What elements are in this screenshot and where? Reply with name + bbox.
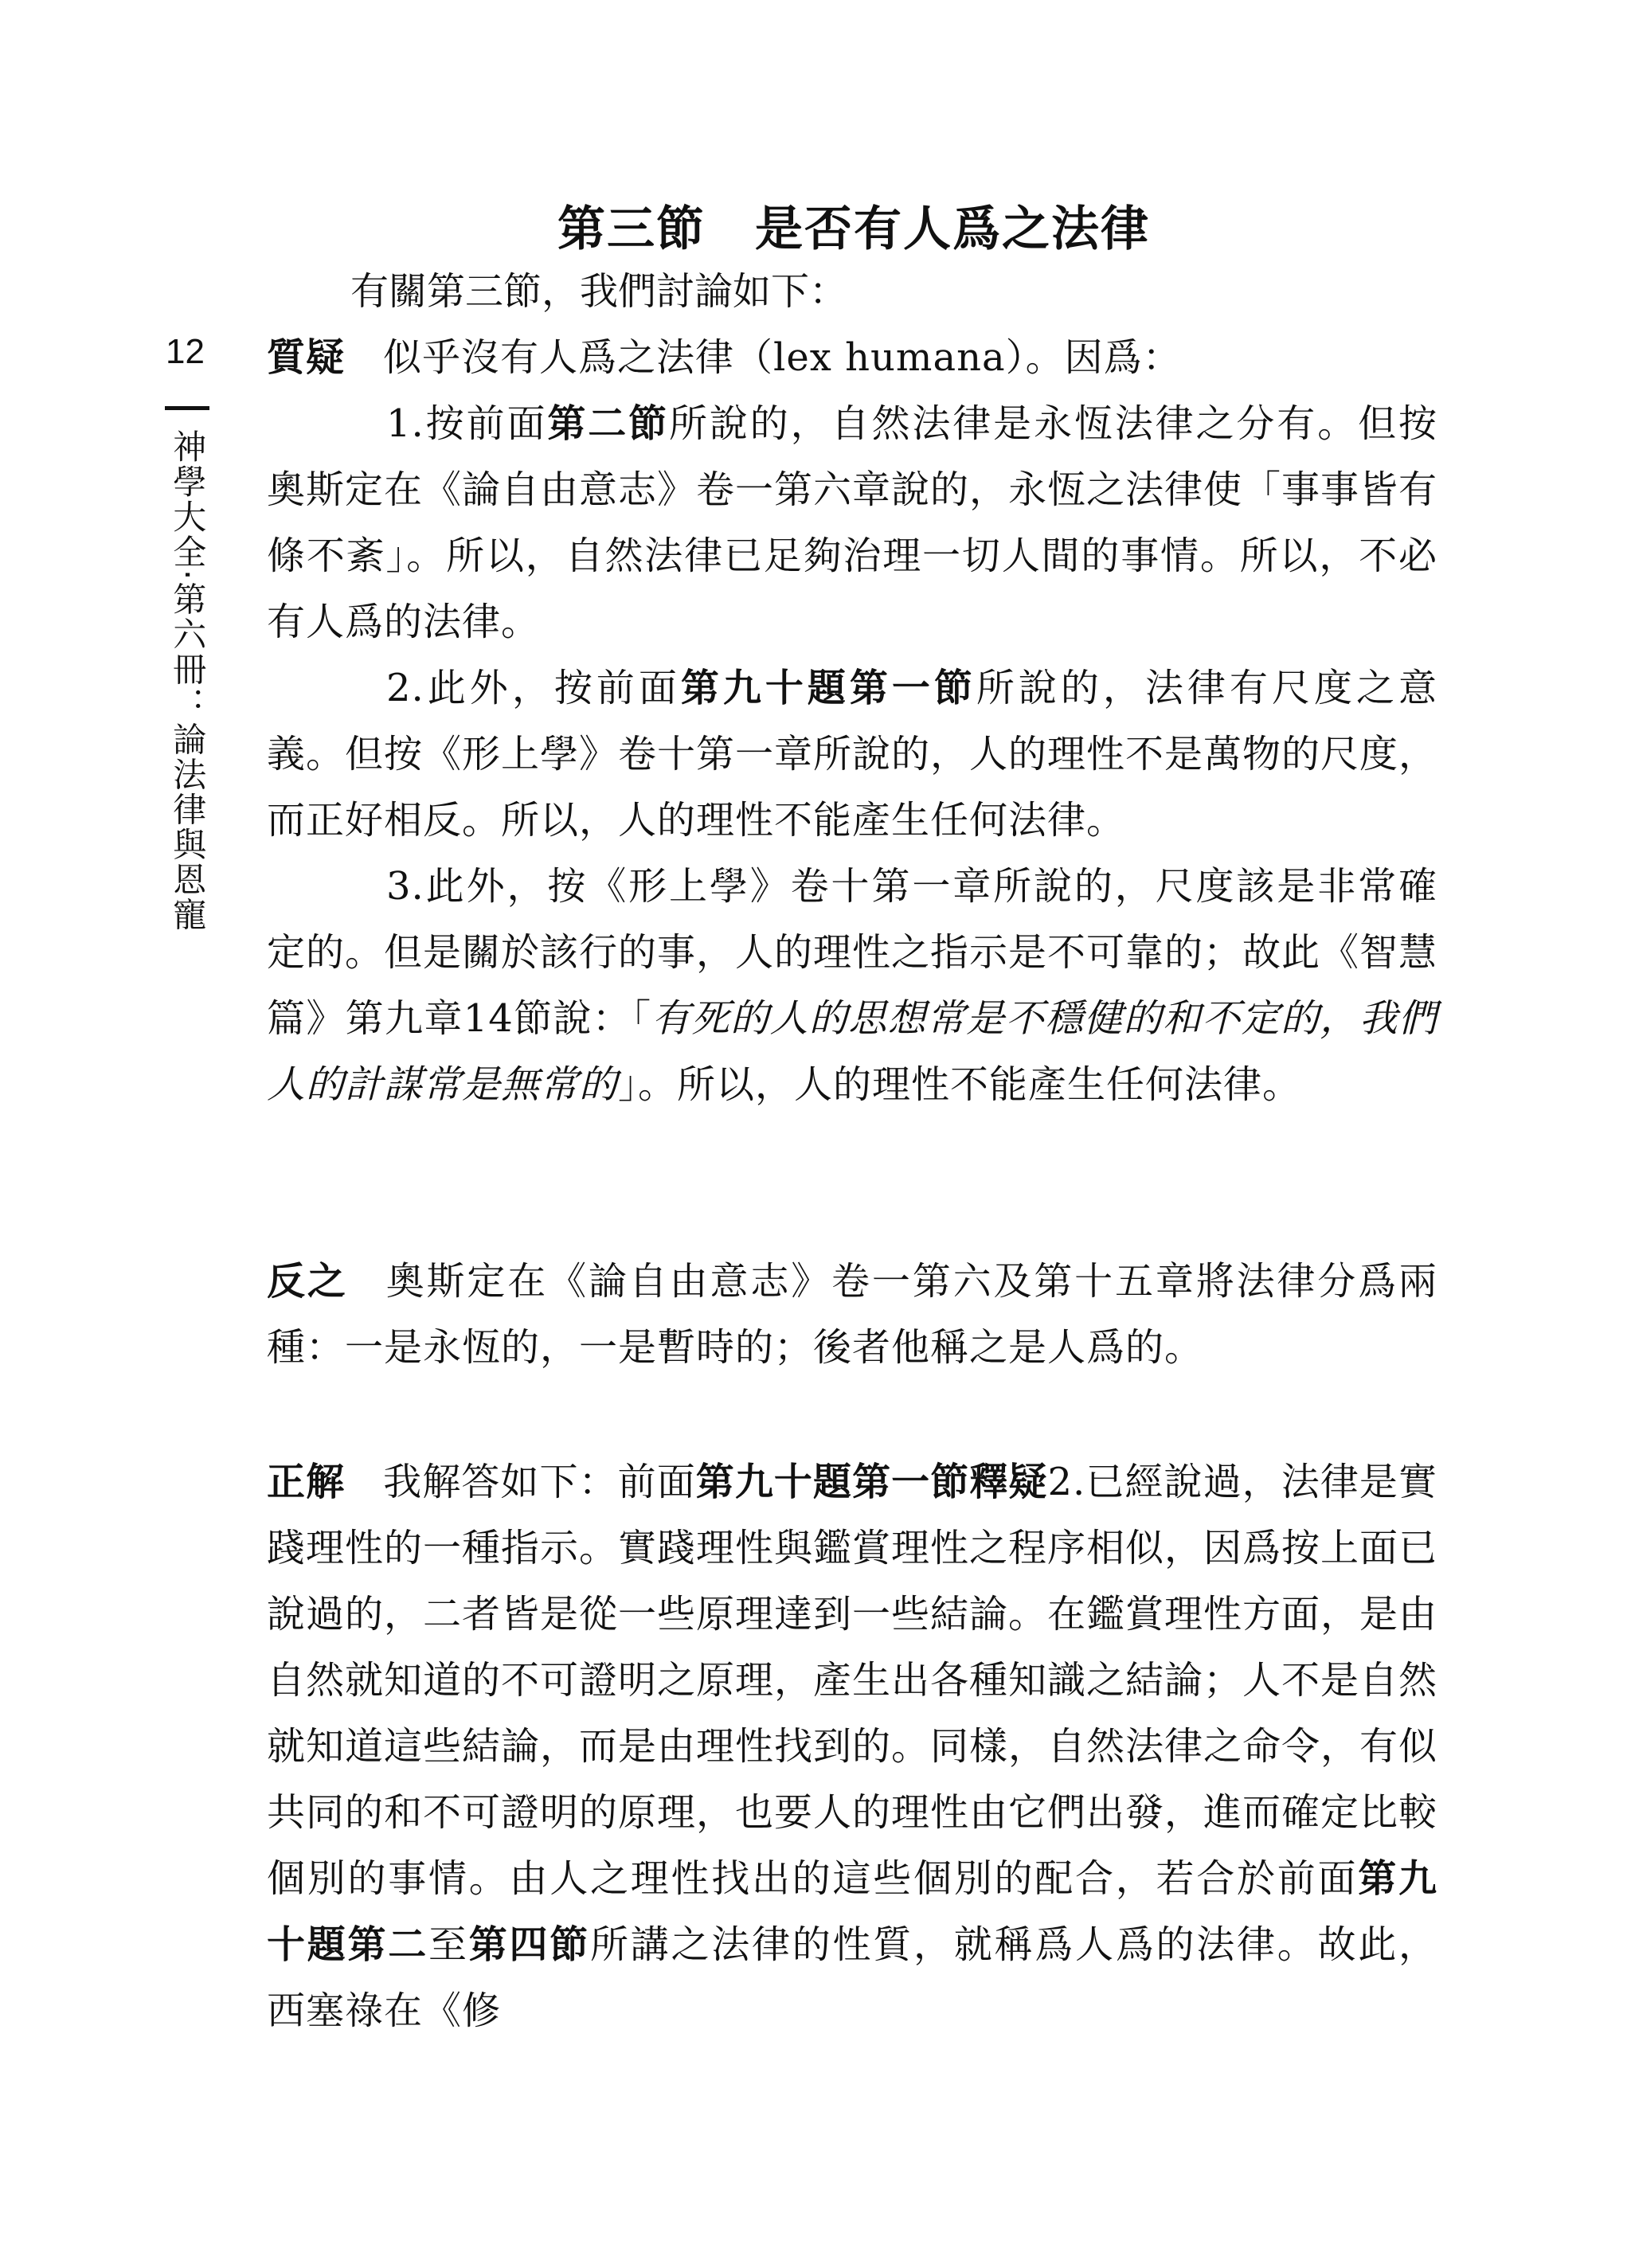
objection-3-text-b: 」。所以，人的理性不能產生任何法律。	[618, 1062, 1302, 1107]
respondeo-block	[267, 1449, 1437, 2044]
objections-block	[267, 325, 1437, 1118]
objection-2-text-a: 2.此外，按前面	[386, 666, 681, 710]
respondeo	[267, 1449, 1437, 2044]
respondeo-text-c: 至	[428, 1922, 469, 1967]
respondeo-text-d: 所講之法律的性質，就稱爲人爲的法律。故此，西塞祿在《修	[267, 1922, 1437, 2033]
objection-2-ref: 第九十題第一節	[680, 666, 976, 710]
objection-3-quote: 有死的人的思想常是不穩健的和不定的，我們人的計謀常是無常的	[267, 996, 1437, 1107]
objection-1-text-b: 所說的，自然法律是永恆法律之分有。但按奧斯定在《論自由意志》卷一第六章說的，永恆之法律使「事事皆有條不紊」。所以，自然法律已足夠治理一切人間的事情。所以，不必有人爲的法律。	[267, 401, 1438, 644]
respondeo-ref-1: 第九十題第一節釋疑	[695, 1460, 1048, 1504]
objection-1-ref: 第二節	[547, 401, 670, 446]
page-number: 12	[166, 332, 205, 371]
objection-2-text-b: 所說的，法律有尺度之意義。但按《形上學》卷十第一章所說的，人的理性不是萬物的尺度，而正好相反。所以，人的理性不能產生任何法律。	[267, 666, 1438, 843]
respondeo-text-a: 我解答如下：前面	[383, 1460, 696, 1504]
respondeo-text-b: 2.已經說過，法律是實踐理性的一種指示。實踐理性與鑑賞理性之程序相似，因爲按上面已說過的，二者皆是從一些原理達到一些結論。在鑑賞理性方面，是由自然就知道的不可證明之原理，產生出各種知識之結論；人不是自然就知道這些結論，而是由理性找到的。同樣，自然法律之命令，有似共同的和不可證明的原理，也要人的理性由它們出發，進而確定比較個別的事情。由人之理性找出的這些個別的配合，若合於前面	[267, 1460, 1438, 1901]
section-title: 第三節 是否有人爲之法律	[557, 201, 1150, 257]
running-head-text: 神學大全·第六冊：論法律與恩寵	[168, 429, 208, 933]
objection-1-text-a: 1.按前面	[386, 401, 548, 446]
objections-label: 質疑	[267, 335, 346, 380]
sed-contra-text: 奧斯定在《論自由意志》卷一第六及第十五章將法律分爲兩種：一是永恆的，一是暫時的；後者他稱之是人爲的。	[267, 1259, 1437, 1370]
intro-line: 有關第三節，我們討論如下：	[350, 269, 848, 314]
respondeo-label: 正解	[267, 1460, 346, 1504]
objection-1	[267, 391, 1437, 655]
objection-3-text-a: 3.此外，按《形上學》卷十第一章所說的，尺度該是非常確定的。但是關於該行的事，人的理性之指示是不可靠的；故此《智慧篇》第九章14節說：「	[267, 864, 1438, 1041]
running-head-rule	[165, 406, 209, 410]
objection-2	[267, 655, 1437, 854]
sed-contra-label: 反之	[267, 1259, 348, 1304]
sed-contra-block	[267, 1249, 1437, 1381]
respondeo-ref-3: 第四節	[468, 1922, 590, 1967]
objections-lead-text: 似乎沒有人爲之法律（lex humana）。因爲：	[383, 335, 1182, 380]
respondeo-ref-2: 第九十題第二	[267, 1856, 1437, 1967]
objection-3	[267, 854, 1437, 1118]
running-head	[163, 406, 211, 932]
objections-lead	[267, 325, 1437, 391]
sed-contra	[267, 1249, 1437, 1381]
